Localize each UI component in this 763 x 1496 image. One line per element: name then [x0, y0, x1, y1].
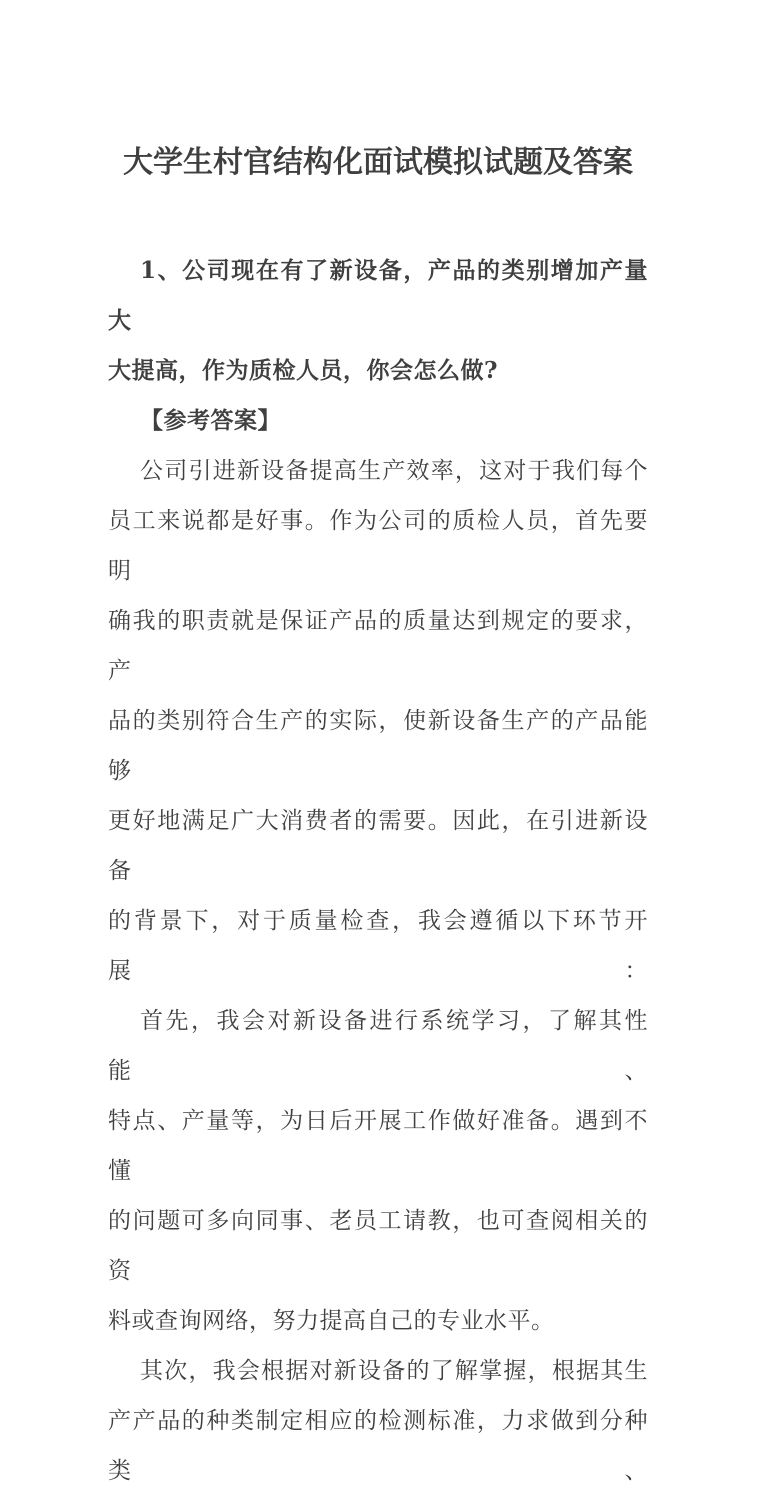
question-paragraph: [108, 246, 648, 396]
text-line: 产产品的种类制定相应的检测标准，力求做到分种类、: [108, 1408, 648, 1484]
text-line: 公司引进新设备提高生产效率，这对于我们每个: [140, 458, 648, 484]
body-paragraph: [108, 996, 648, 1346]
text-line: 其次，我会根据对新设备的了解掌握，根据其生: [140, 1358, 648, 1384]
body-paragraph: [108, 1346, 648, 1496]
text-line: 员工来说都是好事。作为公司的质检人员，首先要明: [108, 508, 648, 584]
text-line: 确我的职责就是保证产品的质量达到规定的要求，产: [108, 608, 648, 684]
document-body: [108, 246, 648, 1496]
document-title: 大学生村官结构化面试模拟试题及答案: [123, 145, 633, 180]
text-line: 更好地满足广大消费者的需要。因此，在引进新设备: [108, 808, 648, 884]
text-line: 特点、产量等，为日后开展工作做好准备。遇到不懂: [108, 1108, 648, 1184]
text-line: 大提高，作为质检人员，你会怎么做?: [108, 357, 498, 384]
body-paragraph: [108, 446, 648, 996]
text-line: 首先，我会对新设备进行系统学习，了解其性能、: [108, 1008, 648, 1084]
text-line: 1、公司现在有了新设备，产品的类别增加产量大: [108, 257, 648, 334]
text-line: 【参考答案】: [140, 407, 281, 434]
text-line: 品的类别符合生产的实际，使新设备生产的产品能够: [108, 708, 648, 784]
text-line: 的背景下，对于质量检查，我会遵循以下环节开展：: [108, 908, 648, 984]
text-line: 料或查询网络，努力提高自己的专业水平。: [108, 1308, 555, 1334]
text-line: 的问题可多向同事、老员工请教，也可查阅相关的资: [108, 1208, 648, 1284]
answer-label: [108, 396, 648, 446]
